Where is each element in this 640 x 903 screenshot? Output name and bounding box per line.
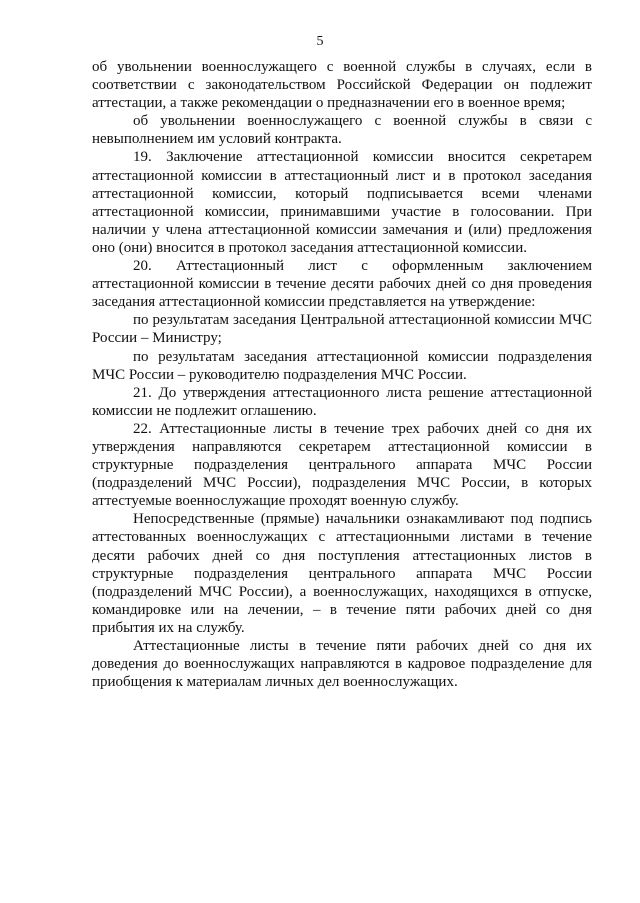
paragraph-personnel-files: Аттестационные листы в течение пяти рабочих дней со дня их доведения до военнослужащих направляются в кадровое подразделение для приобщения к материалам личных дел военнослужащих. bbox=[92, 638, 592, 691]
paragraph-subdivision-commission: по результатам заседания аттестационной комиссии подразделения МЧС России – руководителю подразделения МЧС России. bbox=[92, 348, 592, 383]
paragraph-item-22: 22. Аттестационные листы в течение трех рабочих дней со дня их утверждения направляются секретарем аттестационной комиссии в структурные подразделения центрального аппарата МЧС России (подразделений МЧС России), подразделения МЧС России, в которых аттестуемые военнослужащие проходят военную службу. bbox=[92, 420, 592, 510]
paragraph-dismissal-cases: об увольнении военнослужащего с военной службы в случаях, если в соответствии с законодательством Российской Федерации он подлежит аттестации, а также рекомендации о предназначении его в военное время; bbox=[92, 59, 592, 112]
paragraph-item-19: 19. Заключение аттестационной комиссии вносится секретарем аттестационной комиссии в аттестационный лист и в протокол заседания аттестационной комиссии, который подписывается всеми членами аттестационной комиссии, принимавшими участие в голосовании. При наличии у члена аттестационной комиссии замечания и (или) предложения оно (они) вносится в протокол заседания аттестационной комиссии. bbox=[92, 149, 592, 256]
page-number: 5 bbox=[316, 34, 324, 49]
paragraph-dismissal-contract: об увольнении военнослужащего с военной службы в связи с невыполнением им условий контракта. bbox=[92, 113, 592, 148]
document-body bbox=[92, 58, 592, 691]
paragraph-familiarization: Непосредственные (прямые) начальники ознакамливают под подпись аттестованных военнослужащих с аттестационными листами в течение десяти рабочих дней со дня поступления аттестационных листов в структурные подразделения центрального аппарата МЧС России (подразделений МЧС России), а военнослужащих, находящихся в отпуске, командировке или на лечении, – в течение пяти рабочих дней со дня прибытия их на службу. bbox=[92, 511, 592, 636]
paragraph-item-20: 20. Аттестационный лист с оформленным заключением аттестационной комиссии в течение десяти рабочих дней со дня проведения заседания аттестационной комиссии представляется на утверждение: bbox=[92, 258, 592, 311]
paragraph-item-21: 21. До утверждения аттестационного листа решение аттестационной комиссии не подлежит оглашению. bbox=[92, 384, 592, 419]
paragraph-central-commission: по результатам заседания Центральной аттестационной комиссии МЧС России – Министру; bbox=[92, 312, 592, 347]
